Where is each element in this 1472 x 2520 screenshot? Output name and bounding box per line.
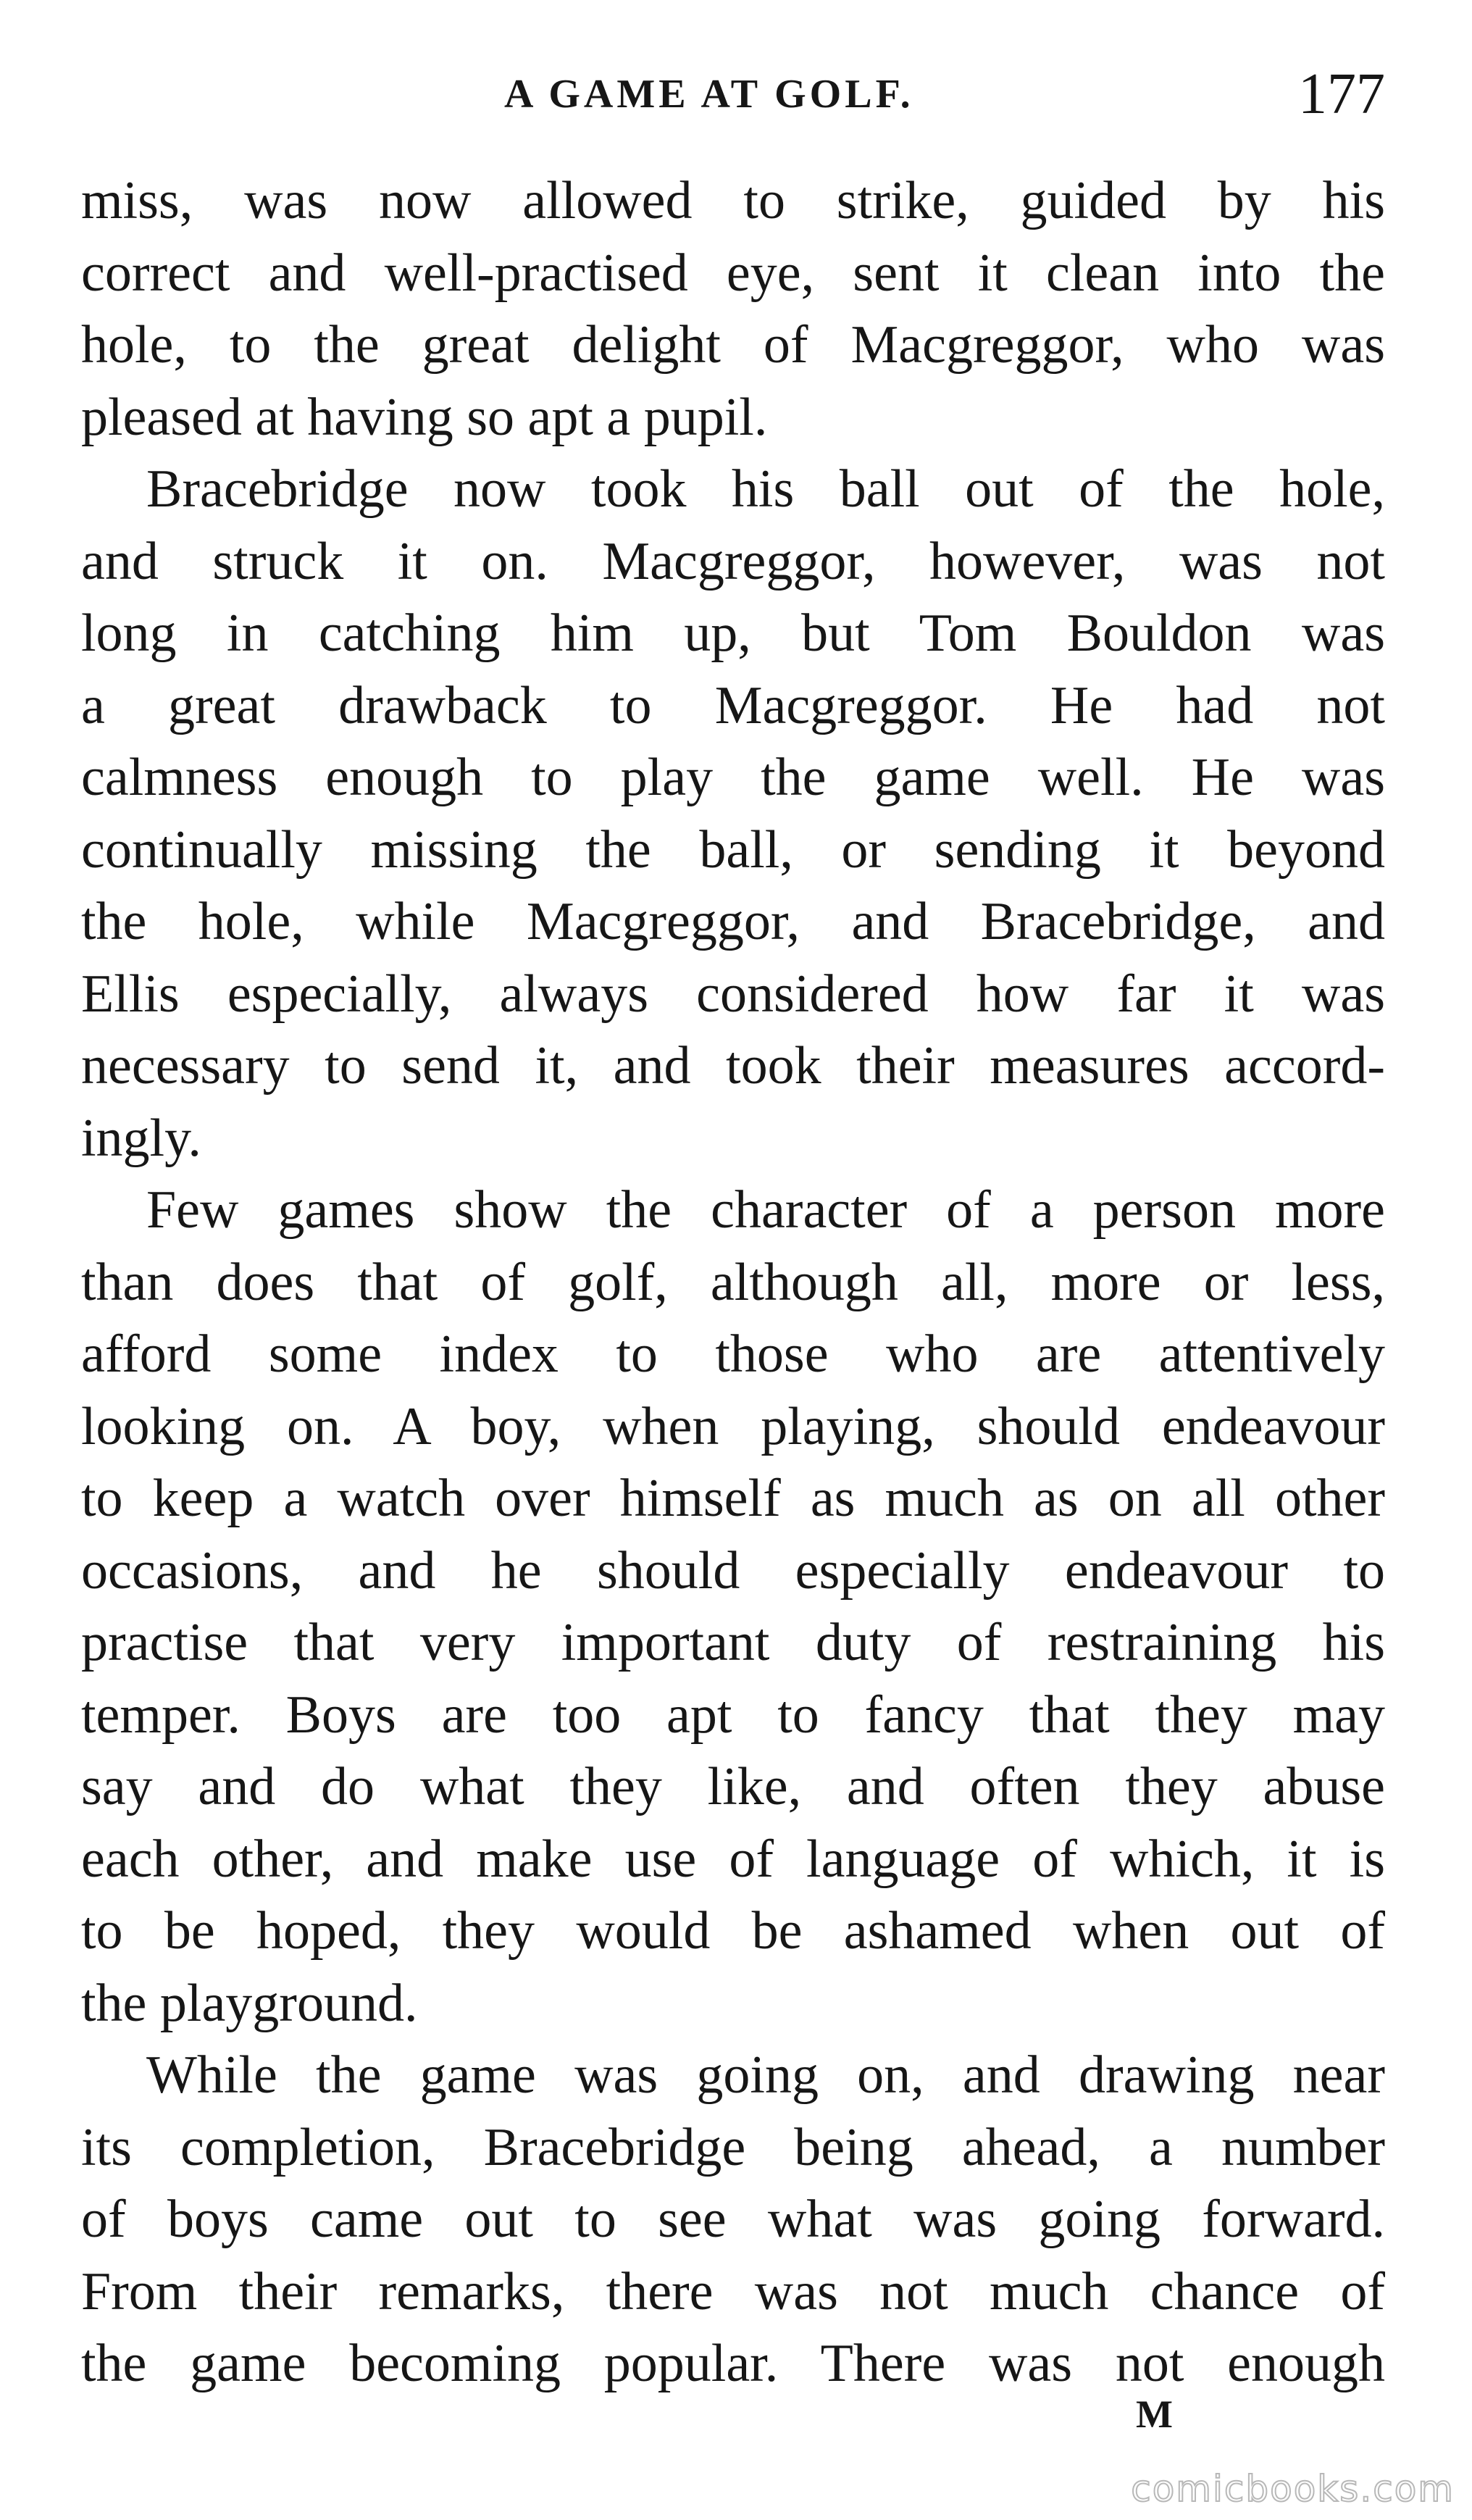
text-line: ingly. bbox=[81, 1108, 201, 1168]
text-line: Bracebridge now took his ball out of the hole, bbox=[146, 459, 1385, 519]
text-line: the game becoming popular. There was not enough bbox=[81, 2334, 1385, 2393]
running-header bbox=[81, 62, 1385, 145]
text-line: its completion, Bracebridge being ahead, a number bbox=[81, 2117, 1385, 2177]
text-line: temper. Boys are too apt to fancy that they may bbox=[81, 1685, 1385, 1745]
text-line: to be hoped, they would be ashamed when out of bbox=[81, 1901, 1385, 1961]
text-line: than does that of golf, although all, more or less, bbox=[81, 1252, 1385, 1312]
text-line: and struck it on. Macgreggor, however, was not bbox=[81, 531, 1385, 591]
text-line: long in catching him up, but Tom Bouldon was bbox=[81, 604, 1385, 663]
running-title: A GAME AT GOLF. bbox=[504, 72, 914, 117]
text-line: to keep a watch over himself as much as on all other bbox=[81, 1469, 1385, 1528]
text-line: Few games show the character of a person more bbox=[146, 1180, 1385, 1240]
text-line: practise that very important duty of restraining his bbox=[81, 1613, 1385, 1672]
text-line: calmness enough to play the game well. He was bbox=[81, 748, 1385, 807]
text-line: pleased at having so apt a pupil. bbox=[81, 387, 768, 447]
signature-mark: M bbox=[1136, 2392, 1173, 2436]
text-line: From their remarks, there was not much chance of bbox=[81, 2261, 1385, 2321]
text-line: say and do what they like, and often they abuse bbox=[81, 1757, 1385, 1816]
text-line: afford some index to those who are attentively bbox=[81, 1324, 1385, 1384]
watermark: comicbooks.com bbox=[1131, 2468, 1455, 2510]
text-line: necessary to send it, and took their measures accord- bbox=[81, 1036, 1385, 1096]
text-line: occasions, and he should especially endeavour to bbox=[81, 1540, 1385, 1601]
text-line: a great drawback to Macgreggor. He had not bbox=[81, 675, 1385, 735]
text-line: of boys came out to see what was going forward. bbox=[81, 2190, 1385, 2249]
text-line: continually missing the ball, or sending it beyond bbox=[81, 819, 1385, 880]
body-text bbox=[81, 165, 1385, 2400]
text-line: Ellis especially, always considered how far it was bbox=[81, 964, 1385, 1024]
text-line: the playground. bbox=[81, 1973, 418, 2033]
text-line: the hole, while Macgreggor, and Bracebridge, and bbox=[81, 892, 1385, 951]
text-line: looking on. A boy, when playing, should endeavour bbox=[81, 1396, 1385, 1456]
text-line: miss, was now allowed to strike, guided by his bbox=[81, 171, 1385, 230]
text-line: correct and well-practised eye, sent it clean into the bbox=[81, 243, 1385, 303]
text-line: hole, to the great delight of Macgreggor, who was bbox=[81, 315, 1385, 375]
text-line: While the game was going on, and drawing near bbox=[146, 2045, 1385, 2105]
text-line: each other, and make use of language of which, it is bbox=[81, 1829, 1385, 1889]
page-number: 177 bbox=[1298, 62, 1385, 126]
